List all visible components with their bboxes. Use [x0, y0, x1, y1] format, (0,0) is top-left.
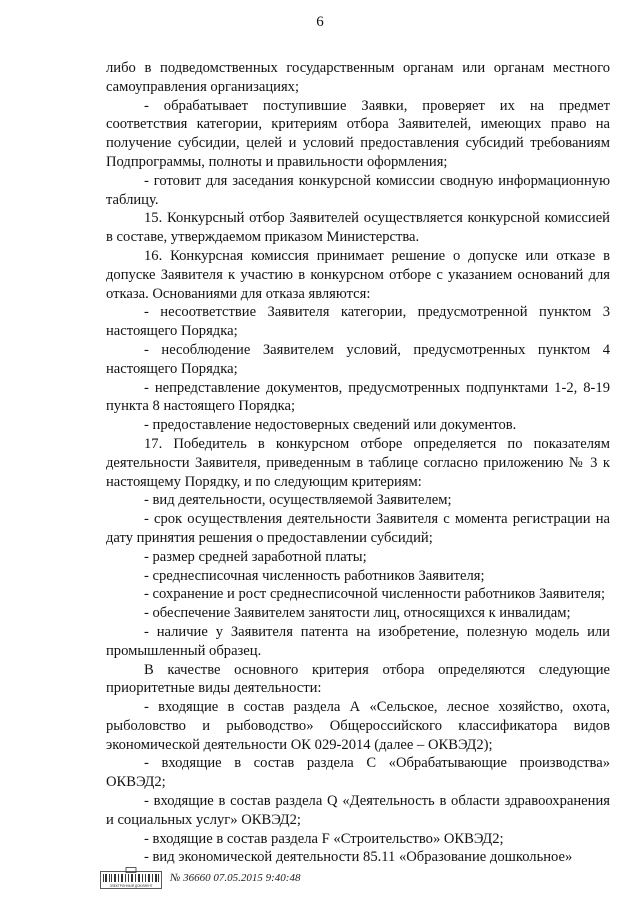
- paragraph: - несоблюдение Заявителем условий, предусмотренных пунктом 4 настоящего Порядка;: [106, 341, 610, 377]
- paragraph: - готовит для заседания конкурсной комиссии сводную информационную таблицу.: [106, 172, 610, 208]
- paragraph: - наличие у Заявителя патента на изобретение, полезную модель или промышленный образец.: [106, 623, 610, 659]
- paragraph: - входящие в состав раздела С «Обрабатывающие производства» ОКВЭД2;: [106, 755, 610, 791]
- electronic-document-stamp-icon: [100, 867, 162, 889]
- paragraph: 15. Конкурсный отбор Заявителей осуществляется конкурсной комиссией в составе, утверждаемом приказом Министерства.: [106, 210, 610, 246]
- document-footer: [100, 867, 300, 889]
- paragraph: - обрабатывает поступившие Заявки, проверяет их на предмет соответствия категории, критериям отбора Заявителей, имеющих право на получение субсидии, целей и условий предоставления субсидий требованиям Подпрограммы, полноты и правильности оформления;: [106, 97, 610, 170]
- paragraph: - вид экономической деятельности 85.11 «Образование дошкольное»: [144, 849, 573, 866]
- paragraph: - вид деятельности, осуществляемой Заявителем;: [144, 492, 452, 509]
- paragraph: - непредставление документов, предусмотренных подпунктами 1-2, 8-19 пункта 8 настоящего Порядка;: [106, 379, 610, 415]
- svg-text:ЭЛЕКТРОННЫЙ ДОКУМЕНТ: ЭЛЕКТРОННЫЙ ДОКУМЕНТ: [109, 884, 153, 888]
- paragraph: - размер средней заработной платы;: [144, 548, 367, 565]
- paragraph: 17. Победитель в конкурсном отборе определяется по показателям деятельности Заявителя, приведенным в таблице согласно приложению № 3 к настоящему Порядку, и по следующим критериям:: [106, 435, 610, 490]
- paragraph: либо в подведомственных государственным органам или органам местного самоуправления организациях;: [106, 60, 610, 95]
- paragraph: - сохранение и рост среднесписочной численности работников Заявителя;: [144, 586, 606, 603]
- paragraph: - несоответствие Заявителя категории, предусмотренной пунктом 3 настоящего Порядка;: [106, 304, 610, 340]
- paragraph: 16. Конкурсная комиссия принимает решение о допуске или отказе в допуске Заявителя к участию в конкурсном отборе с указанием оснований для отказа. Основаниями для отказа являются:: [106, 247, 610, 302]
- paragraph: - срок осуществления деятельности Заявителя с момента регистрации на дату принятия решения о предоставлении субсидий;: [106, 511, 610, 546]
- paragraph: - предоставление недостоверных сведений или документов.: [144, 417, 517, 434]
- paragraph: - среднесписочная численность работников Заявителя;: [144, 567, 485, 584]
- page-number: 6: [316, 14, 324, 30]
- document-registration-number: № 36660 07.05.2015 9:40:48: [170, 872, 301, 884]
- paragraph: - входящие в состав раздела F «Строительство» ОКВЭД2;: [144, 830, 504, 847]
- paragraph: - входящие в состав раздела А «Сельское, лесное хозяйство, охота, рыболовство и рыбоводство» Общероссийского классификатора видов экономической деятельности ОК 029-2014 (далее – ОКВЭД2);: [106, 699, 610, 753]
- paragraph: - входящие в состав раздела Q «Деятельность в области здравоохранения и социальных услуг» ОКВЭД2;: [106, 793, 610, 828]
- paragraph: - обеспечение Заявителем занятости лиц, относящихся к инвалидам;: [144, 605, 571, 622]
- document-body: [106, 59, 610, 867]
- paragraph: В качестве основного критерия отбора определяются следующие приоритетные виды деятельности:: [106, 661, 610, 697]
